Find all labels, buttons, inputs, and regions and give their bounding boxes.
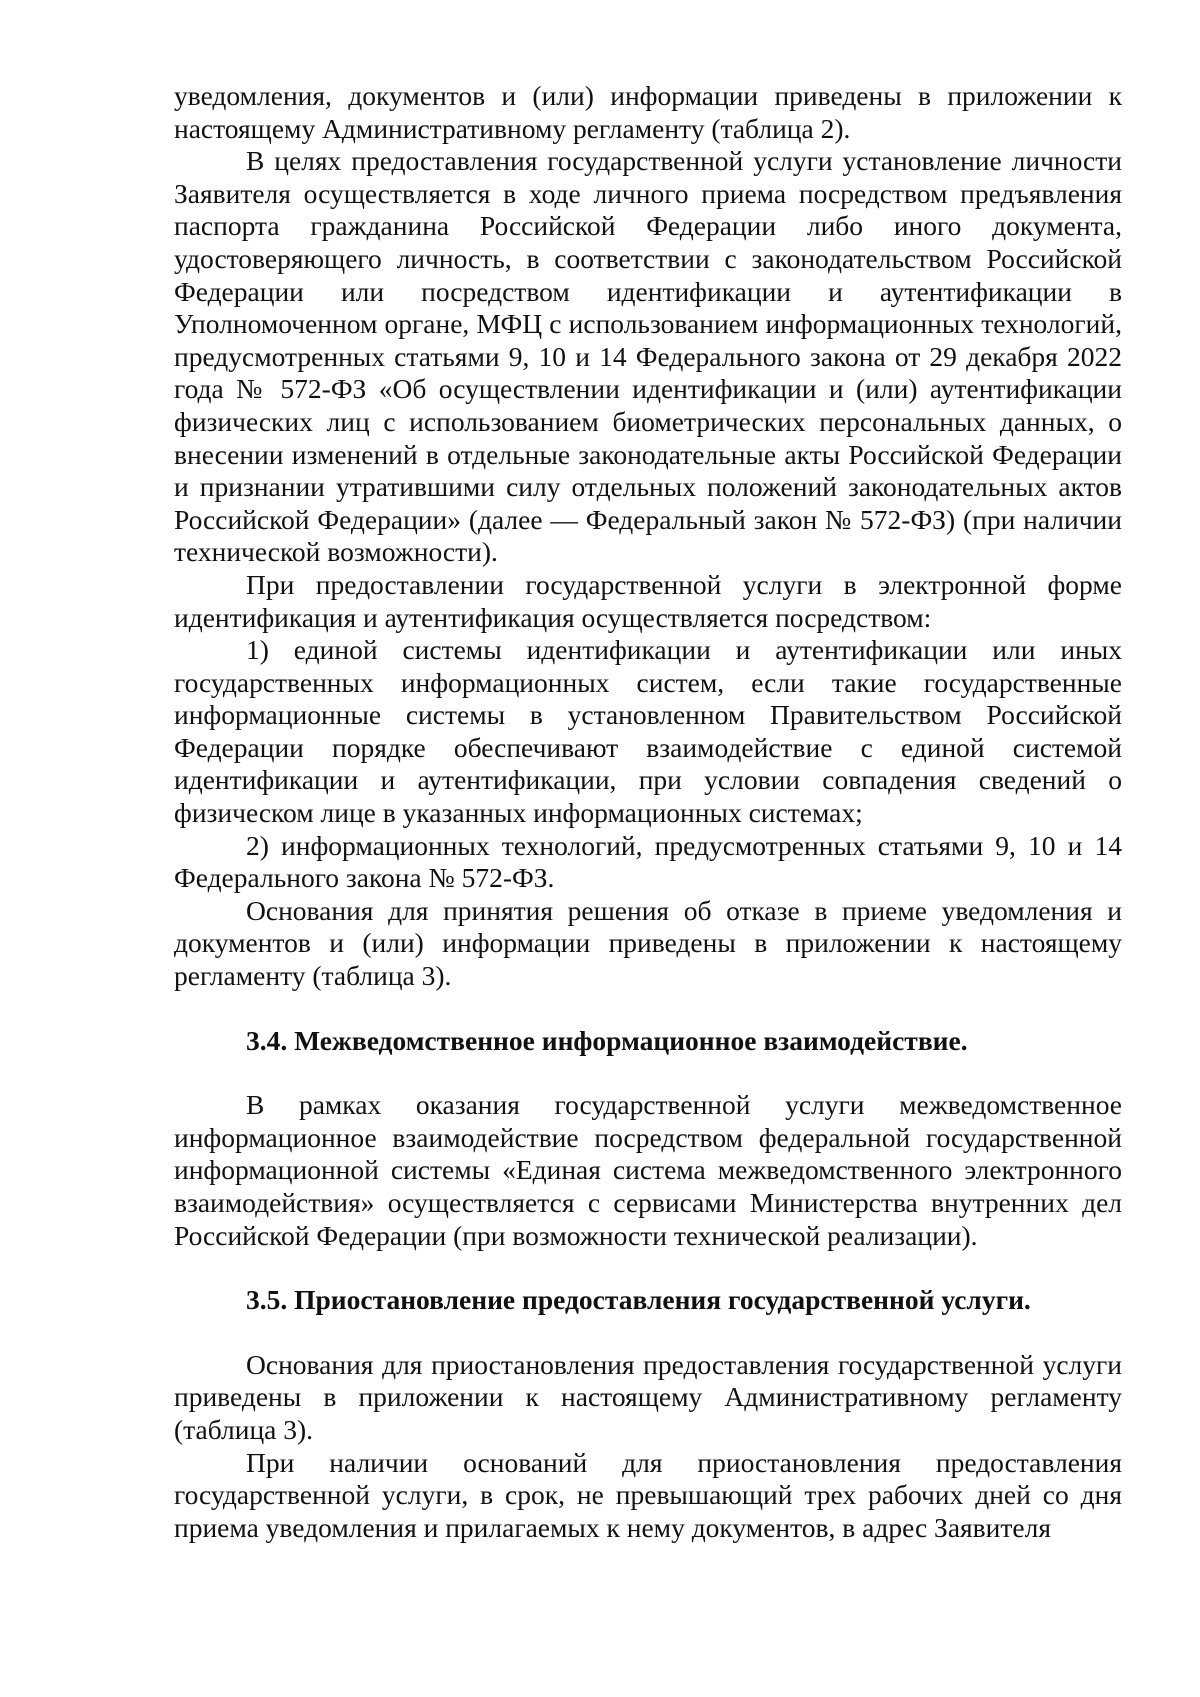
list-item-2: 2) информационных технологий, предусмотренных статьями 9, 10 и 14 Федерального закона № 572-ФЗ. (174, 829, 1122, 894)
spacer (174, 993, 1122, 1025)
paragraph-electronic-form: При предоставлении государственной услуги в электронной форме идентификация и аутентификация осуществляется посредством: (174, 568, 1122, 633)
paragraph-interagency: В рамках оказания государственной услуги межведомственное информационное взаимодействие посредством федеральной государственной информационной системы «Единая система межведомственного электронного взаимодействия» осуществляется с сервисами Министерства внутренних дел Российской Федерации (при возможности технической реализации). (174, 1089, 1122, 1251)
section-heading-3-4: 3.4. Межведомственное информационное взаимодействие. (246, 1024, 968, 1056)
spacer (174, 1317, 1122, 1349)
paragraph-refusal-grounds: Основания для принятия решения об отказе в приеме уведомления и документов и (или) информации приведены в приложении к настоящему регламенту (таблица 3). (174, 894, 1122, 992)
spacer (174, 1252, 1122, 1284)
list-item-1: 1) единой системы идентификации и аутентификации или иных государственных информационных систем, если такие государственные информационные системы в установленном Правительством Российской Федерации порядке обеспечивают взаимодействие с единой системой идентификации и аутентификации, при условии совпадения сведений о физическом лице в указанных информационных системах; (174, 634, 1122, 829)
paragraph-suspension-grounds: Основания для приостановления предоставления государственной услуги приведены в приложении к настоящему Административному регламенту (таблица 3). (174, 1348, 1122, 1445)
spacer (174, 1057, 1122, 1089)
paragraph-identification: В целях предоставления государственной услуги установление личности Заявителя осуществляется в ходе личного приема посредством предъявления паспорта гражданина Российской Федерации либо иного документа, удостоверяющего личность, в соответствии с законодательством Российской Федерации или посредством идентификации и аутентификации в Уполномоченном органе, МФЦ с использованием информационных технологий, предусмотренных статьями 9, 10 и 14 Федерального закона от 29 декабря 2022 года № 572-ФЗ «Об осуществлении идентификации и (или) аутентификации физических лиц с использованием биометрических персональных данных, о внесении изменений в отдельные законодательные акты Российской Федерации и признании утратившими силу отдельных положений законодательных актов Российской Федерации» (далее — Федеральный закон № 572-ФЗ) (при наличии технической возможности). (174, 145, 1122, 568)
document-page (174, 80, 1122, 1544)
paragraph-suspension-procedure: При наличии оснований для приостановления предоставления государственной услуги, в срок, не превышающий трех рабочих дней со дня приема уведомления и прилагаемых к нему документов, в адрес Заявителя (174, 1446, 1122, 1543)
section-heading-3-5: 3.5. Приостановление предоставления государственной услуги. (246, 1284, 1031, 1316)
paragraph-continuation: уведомления, документов и (или) информации приведены в приложении к настоящему Административному регламенту (таблица 2). (174, 80, 1122, 144)
